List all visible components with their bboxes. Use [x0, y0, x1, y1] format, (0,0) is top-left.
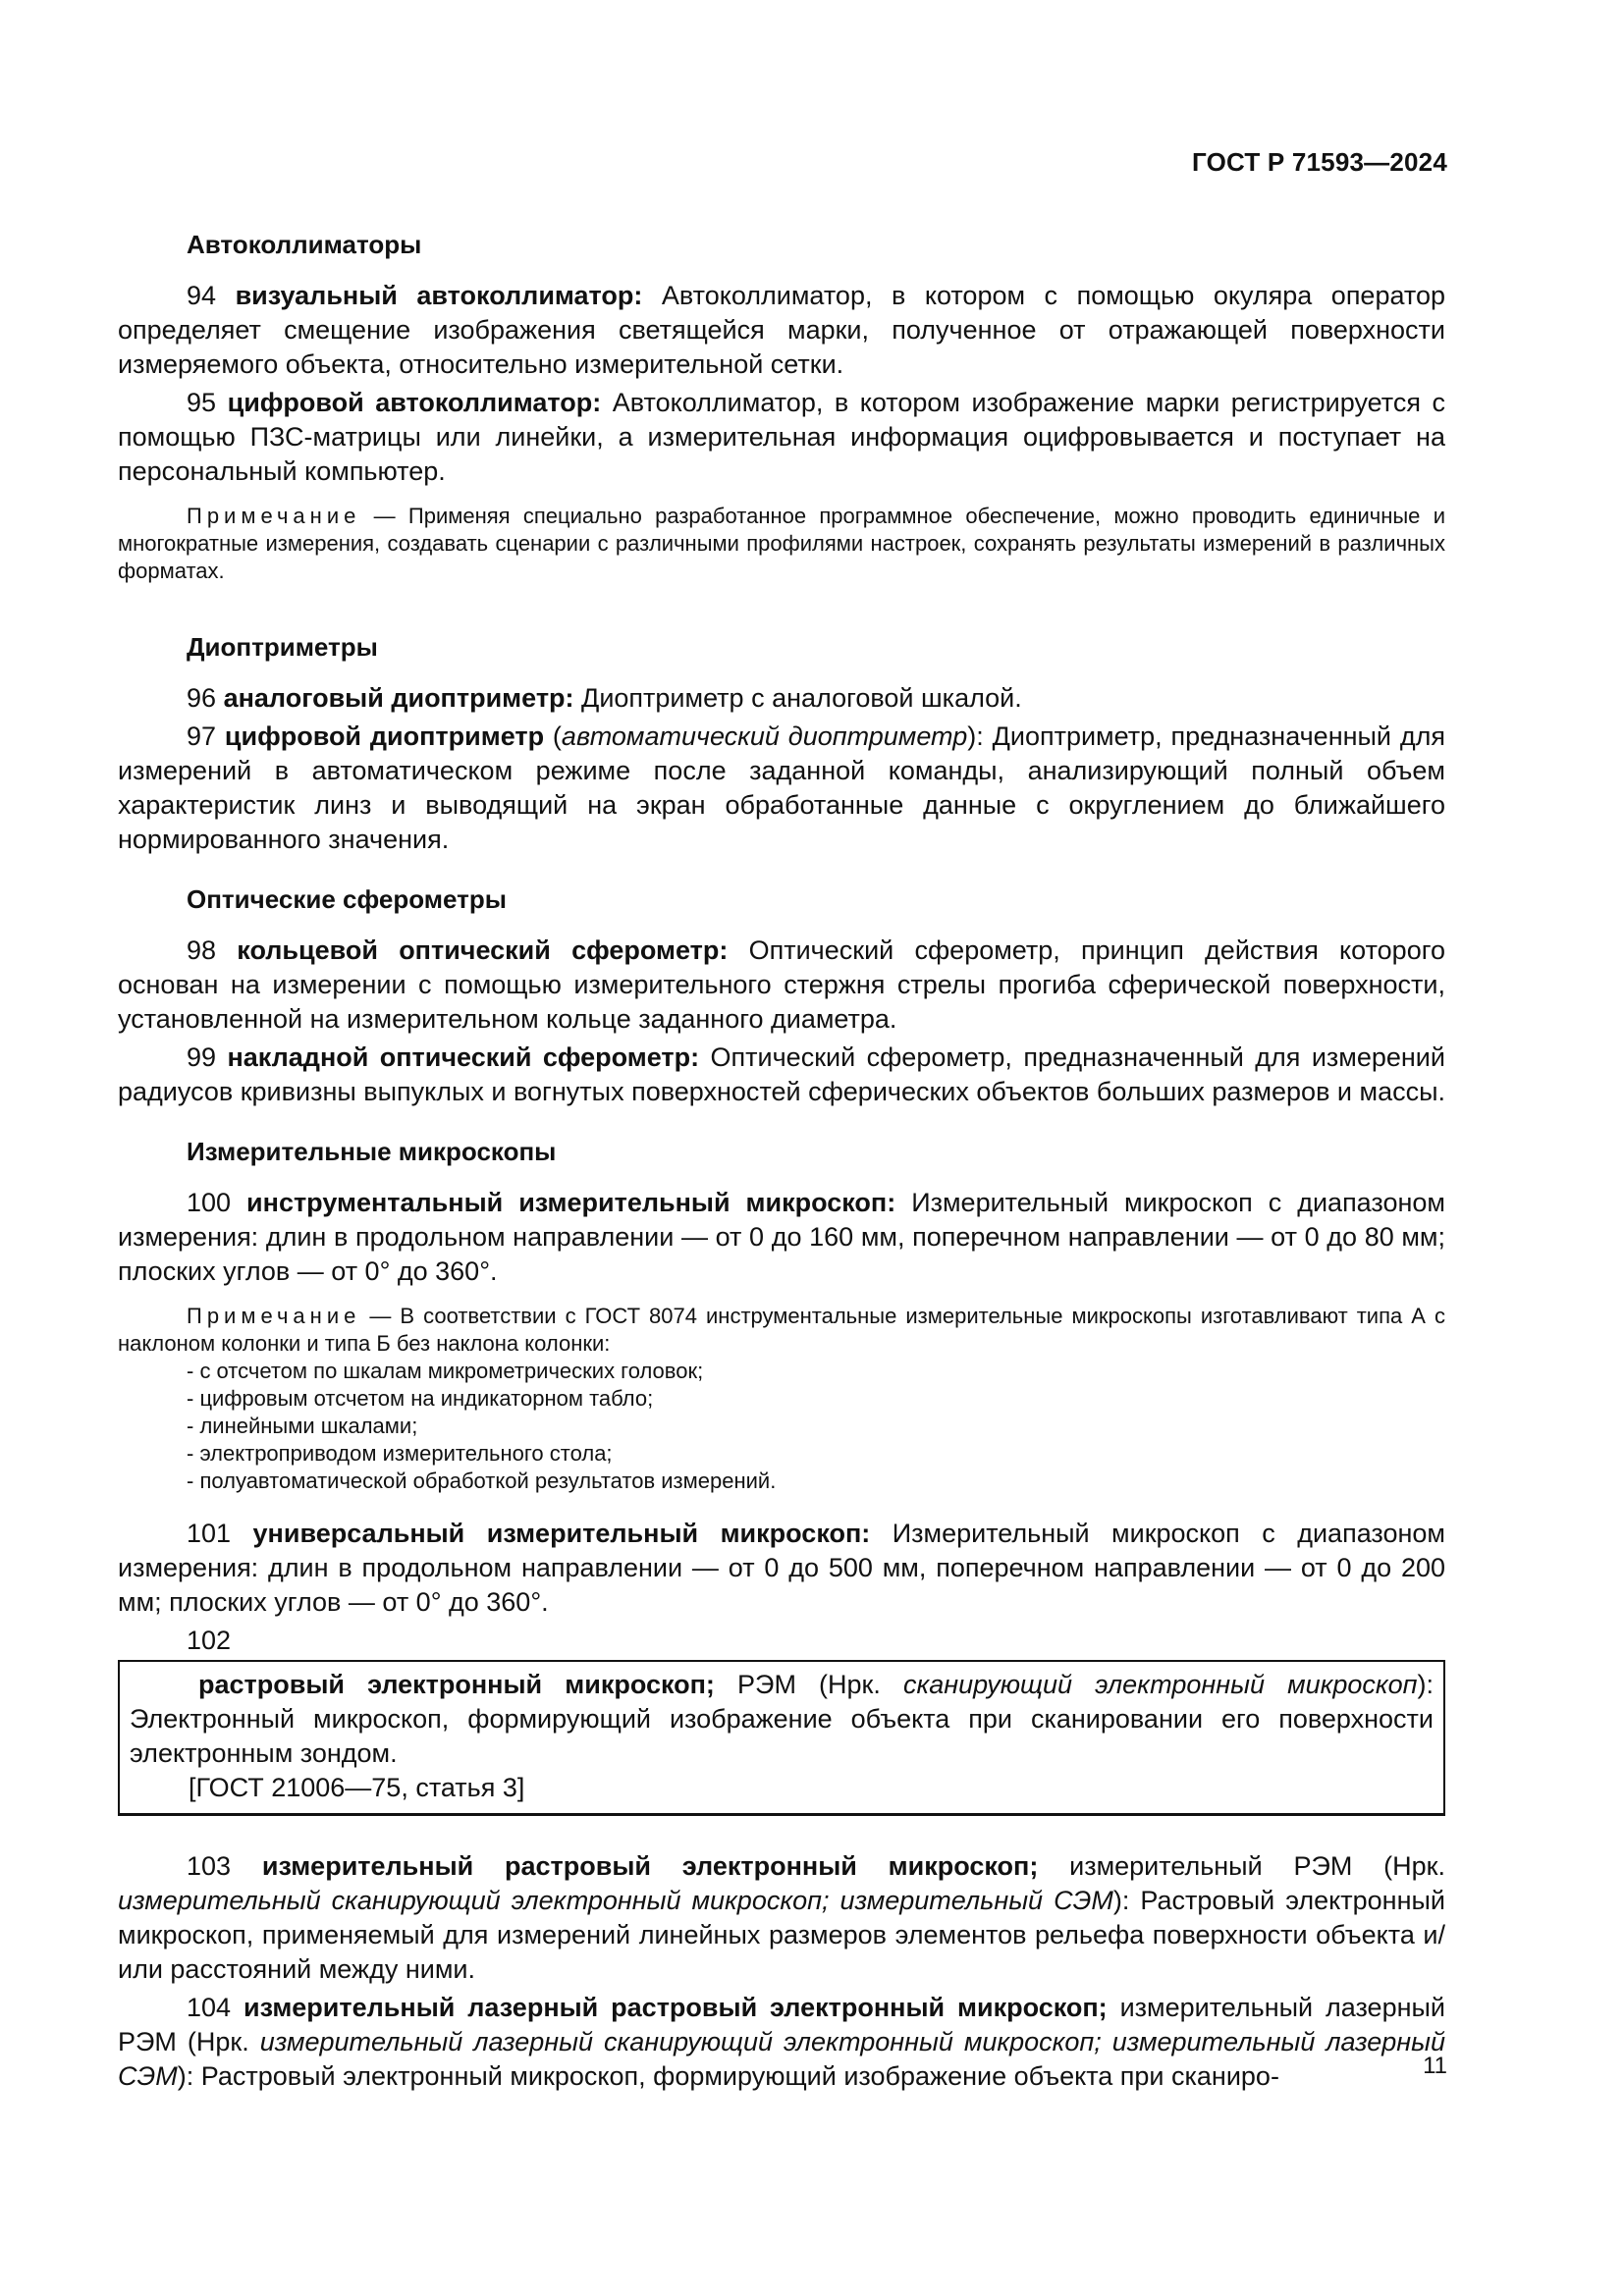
term-name: кольцевой оптический сферометр: — [237, 935, 729, 965]
term-name: измерительный растровый электронный микроскоп; — [261, 1851, 1039, 1881]
list-item: - с отсчетом по шкалам микрометрических головок; — [187, 1359, 704, 1383]
term-number: 101 — [187, 1519, 232, 1548]
list-item: - цифровым отсчетом на индикаторном табло; — [187, 1386, 654, 1411]
term-abbreviation: РЭМ (Нрк. — [714, 1670, 903, 1699]
standard-designation: ГОСТ Р 71593—2024 — [1192, 147, 1447, 177]
term-97 — [118, 720, 1445, 857]
term-number: 104 — [187, 1993, 232, 2022]
term-102 — [130, 1668, 1434, 1771]
note-100 — [118, 1303, 1445, 1358]
term-open-paren: ( — [544, 721, 562, 751]
section-heading-autocollimators: Автоколлиматоры — [187, 230, 422, 259]
term-number: 100 — [187, 1188, 232, 1217]
term-name: цифровой автоколлиматор: — [227, 388, 602, 417]
term-99 — [118, 1041, 1445, 1109]
term-definition: Диоптриметр с аналоговой шкалой. — [573, 683, 1022, 713]
note-label: Примечание — [187, 504, 361, 528]
list-item: - линейными шкалами; — [187, 1414, 418, 1438]
standardized-term-box — [118, 1660, 1445, 1816]
page-number: 11 — [1423, 2053, 1447, 2079]
term-number: 103 — [187, 1851, 232, 1881]
term-name: аналоговый диоптриметр: — [223, 683, 574, 713]
section-heading-dioptrimeters: Диоптриметры — [187, 632, 378, 662]
term-98 — [118, 934, 1445, 1037]
term-name: растровый электронный микроскоп; — [198, 1670, 715, 1699]
term-definition: ): Диоптриметр, предназначенный для измерений в автоматическом режиме после заданной команды, анализирующий полный объем характеристик линз и выводящий на экран обработанные данные с округлением до ближайшего нормированного значения. — [118, 721, 1445, 854]
term-name: цифровой диоптриметр — [224, 721, 545, 751]
term-definition: Оптический сферометр, принцип действия которого основан на измерении с помощью измерительного стержня стрелы прогиба сферической поверхности, установленной на измерительном кольце заданного диаметра. — [118, 935, 1445, 1034]
term-name: универсальный измерительный микроскоп: — [252, 1519, 871, 1548]
term-number: 95 — [187, 388, 217, 417]
term-definition: Автоколлиматор, в котором изображение марки регистрируется с помощью ПЗС-матрицы или линейки, а измерительная информация оцифровывается и поступает на персональный компьютер. — [118, 388, 1445, 486]
term-number: 96 — [187, 683, 217, 713]
term-94 — [118, 279, 1445, 382]
term-101 — [118, 1517, 1445, 1620]
list-item: - электроприводом измерительного стола; — [187, 1441, 613, 1466]
page-content — [118, 228, 1445, 2098]
term-definition: Оптический сферометр, предназначенный для измерений радиусов кривизны выпуклых и вогнутых поверхностей сферических объектов больших размеров и массы. — [118, 1042, 1445, 1106]
term-synonym: автоматический диоптриметр — [561, 721, 968, 751]
term-100 — [118, 1186, 1445, 1289]
term-number: 94 — [187, 281, 217, 310]
term-name: накладной оптический сферометр: — [227, 1042, 700, 1072]
list-item: - полуавтоматической обработкой результатов измерений. — [187, 1468, 777, 1493]
term-definition: Измерительный микроскоп с диапазоном измерения: длин в продольном направлении — от 0 до 160 мм, поперечном направлении — от 0 до 80 мм; плоских углов — от 0° до 360°. — [118, 1188, 1445, 1286]
note-95 — [118, 503, 1445, 585]
term-103 — [118, 1849, 1445, 1987]
term-95 — [118, 386, 1445, 489]
term-definition: ): Растровый электронный микроскоп, формирующий изображение объекта при сканиро- — [177, 2061, 1279, 2091]
term-number: 102 — [187, 1626, 232, 1655]
note-text: — Применяя специально разработанное программное обеспечение, можно проводить единичные и многократные измерения, создавать сценарии с различными профилями настроек, сохранять результаты измерений в различных форматах. — [118, 504, 1445, 583]
term-name: визуальный автоколлиматор: — [235, 281, 643, 310]
term-number: 97 — [187, 721, 217, 751]
term-abbreviation: измерительный РЭМ (Нрк. — [1038, 1851, 1445, 1881]
term-synonym: сканирующий электронный микроскоп — [902, 1670, 1418, 1699]
note-100-list — [118, 1358, 1445, 1495]
term-definition: ): Электронный микроскоп, формирующий изображение объекта при сканировании его поверхности электронным зондом. — [130, 1670, 1434, 1768]
term-definition: ): Растровый электронный микроскоп, применяемый для измерений линейных размеров элементов рельефа поверхности объекта и/или расстояний между ними. — [118, 1886, 1445, 1984]
term-synonym: измерительный лазерный сканирующий электронный микроскоп; измерительный лазерный СЭМ — [118, 2027, 1446, 2091]
note-text: — В соответствии с ГОСТ 8074 инструментальные измерительные микроскопы изготавливают типа А с наклоном колонки и типа Б без наклона колонки: — [118, 1304, 1445, 1356]
term-definition: Измерительный микроскоп с диапазоном измерения: длин в продольном направлении — от 0 до 500 мм, поперечном направлении — от 0 до 200 мм; плоских углов — от 0° до 360°. — [118, 1519, 1445, 1617]
term-definition: Автоколлиматор, в котором с помощью окуляра оператор определяет смещение изображения светящейся марки, полученное от отражающей поверхности измеряемого объекта, относительно измерительной сетки. — [118, 281, 1445, 379]
term-name: измерительный лазерный растровый электронный микроскоп; — [243, 1993, 1108, 2022]
term-104 — [118, 1991, 1445, 2094]
term-synonym: измерительный сканирующий электронный микроскоп; измерительный СЭМ — [118, 1886, 1113, 1915]
term-name: инструментальный измерительный микроскоп: — [246, 1188, 896, 1217]
term-number: 99 — [187, 1042, 217, 1072]
term-96 — [118, 681, 1445, 716]
term-abbreviation: измерительный лазерный РЭМ (Нрк. — [118, 1993, 1445, 2056]
section-heading-spherometers: Оптические сферометры — [187, 884, 507, 914]
term-number: 98 — [187, 935, 217, 965]
source-reference: [ГОСТ 21006—75, статья 3] — [189, 1773, 525, 1802]
section-heading-microscopes: Измерительные микроскопы — [187, 1137, 557, 1166]
note-label: Примечание — [187, 1304, 361, 1328]
